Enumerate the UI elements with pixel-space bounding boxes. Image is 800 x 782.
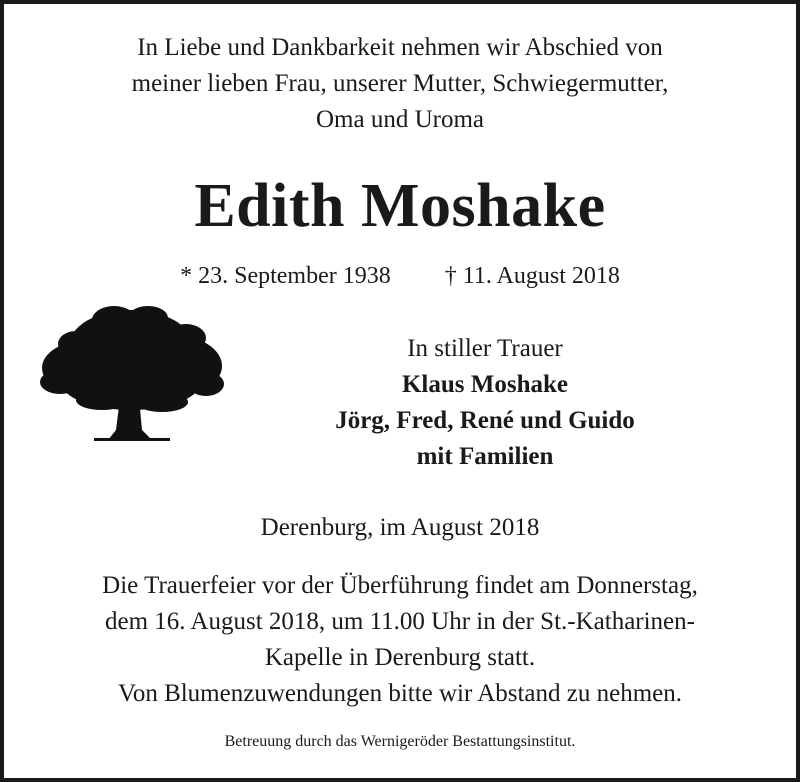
birth-date: * 23. September 1938: [180, 263, 391, 289]
mourners-heading: In stiller Trauer: [407, 335, 563, 362]
death-date: † 11. August 2018: [444, 263, 620, 289]
life-dates: [4, 260, 796, 292]
funeral-info-line: Von Blumenzuwendungen bitte wir Abstand zu nehmen.: [117, 680, 683, 707]
funeral-info-line: Die Trauerfeier vor der Überführung findet am Donnerstag,: [102, 572, 698, 599]
intro-line: In Liebe und Dankbarkeit nehmen wir Abschied von: [137, 34, 663, 61]
mourner-name: mit Familien: [416, 443, 554, 470]
funeral-info-line: dem 16. August 2018, um 11.00 Uhr in der St.-Katharinen-: [105, 608, 695, 635]
funeral-info-line: Kapelle in Derenburg statt.: [264, 644, 536, 671]
intro-line: Oma und Uroma: [315, 106, 485, 133]
mourner-name: Jörg, Fred, René und Guido: [335, 407, 635, 434]
undertaker-note: Betreuung durch das Wernigeröder Bestattungsinstitut.: [224, 733, 576, 750]
intro-line: meiner lieben Frau, unserer Mutter, Schwiegermutter,: [131, 70, 669, 97]
mourner-name: Klaus Moshake: [401, 371, 568, 398]
deceased-name: Edith Moshake: [194, 172, 606, 240]
place-and-date: Derenburg, im August 2018: [260, 514, 540, 541]
